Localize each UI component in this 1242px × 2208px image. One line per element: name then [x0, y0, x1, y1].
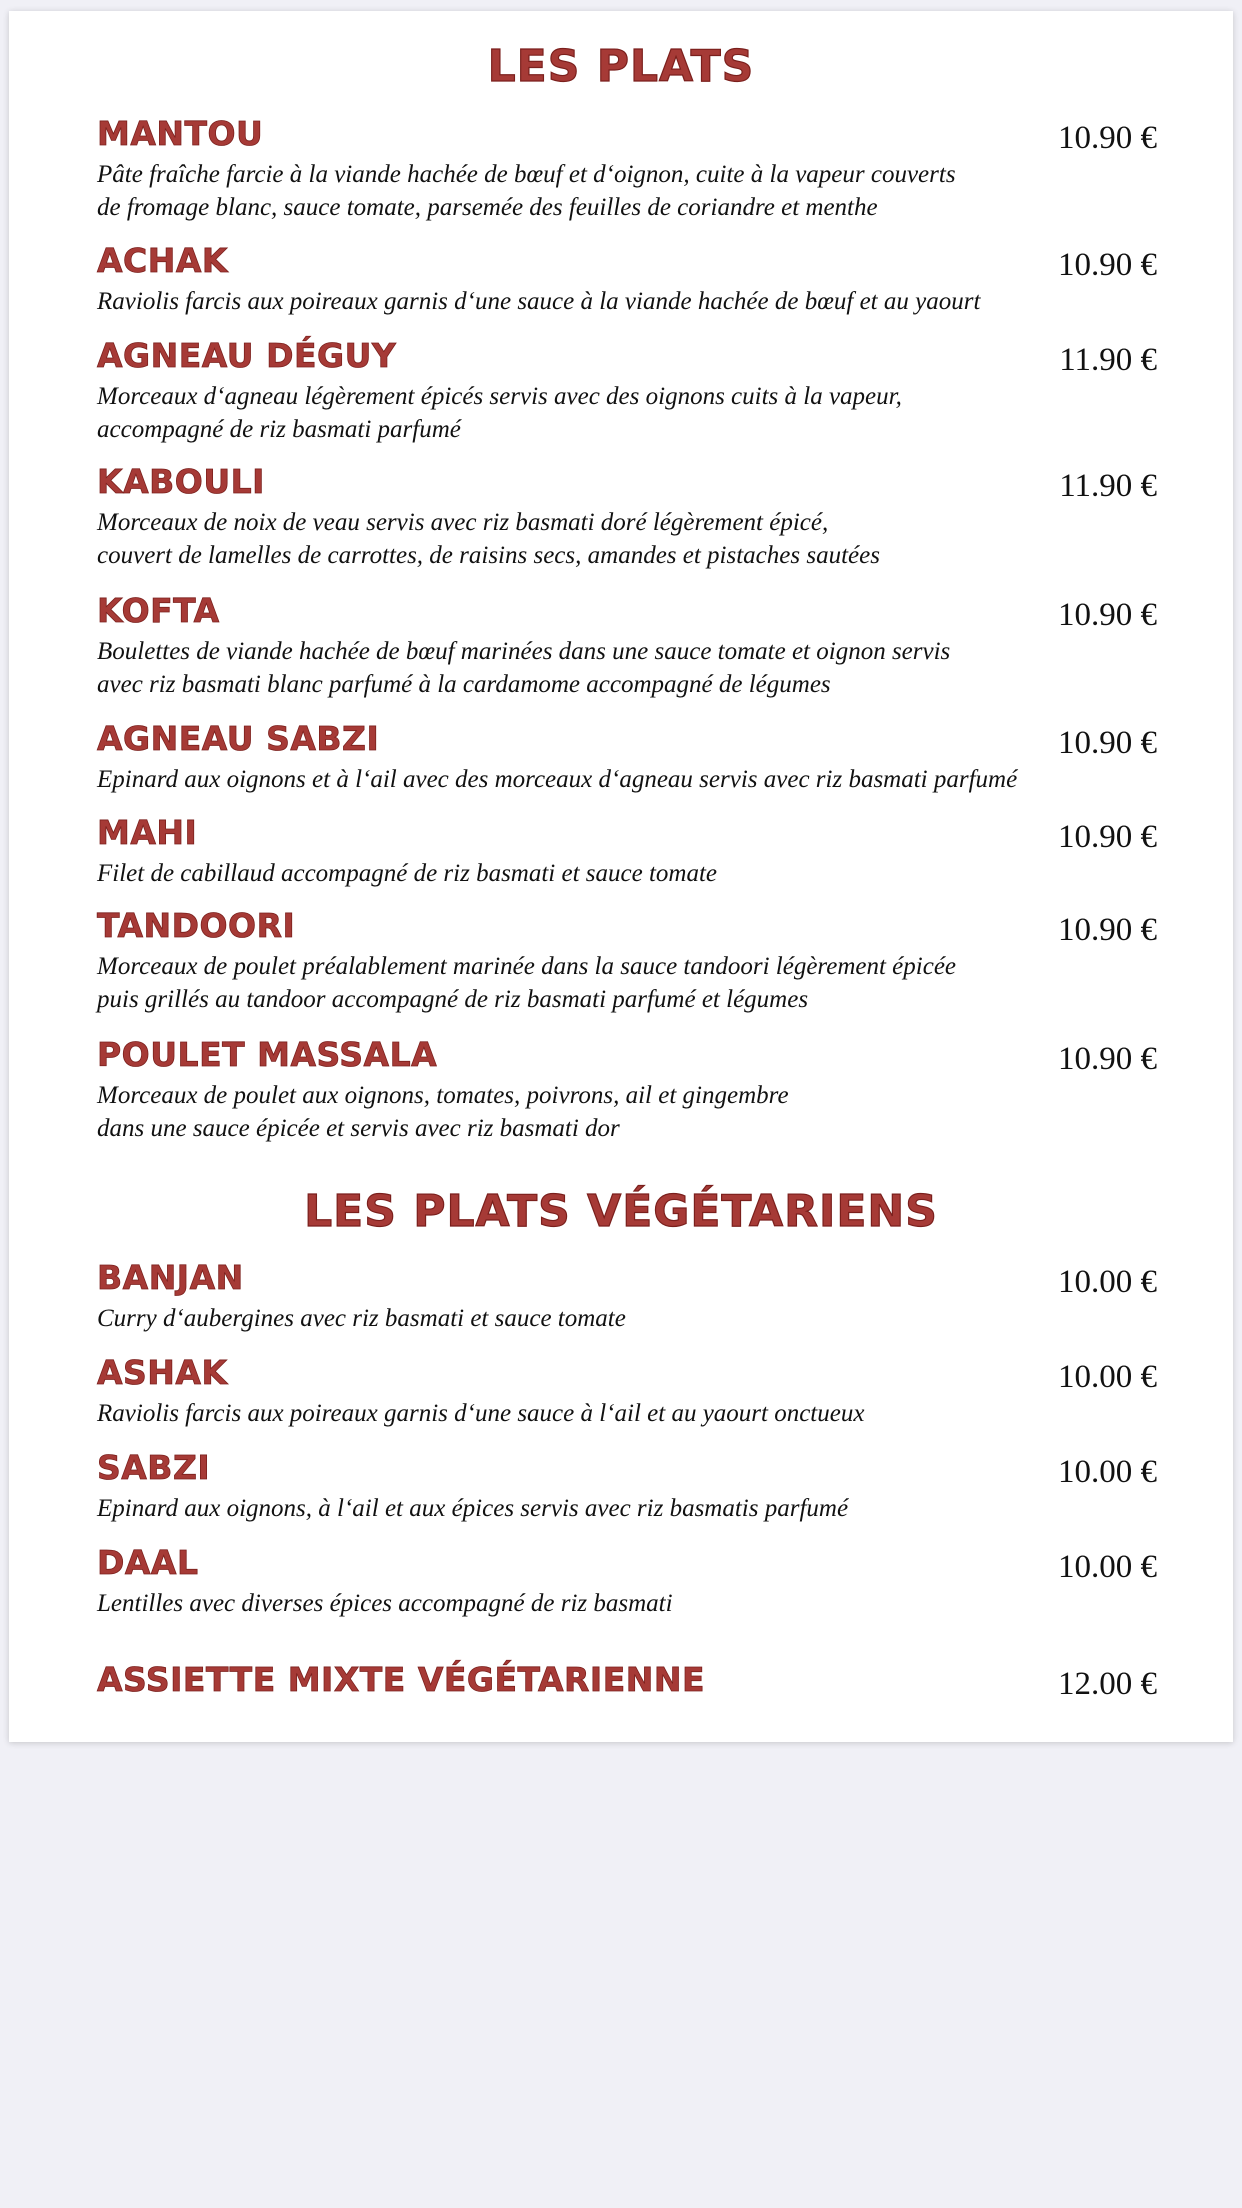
- dish-name: MANTOU: [97, 114, 264, 153]
- dish-description: Filet de cabillaud accompagné de riz basmati et sauce tomate: [97, 860, 718, 887]
- dish-name: AGNEAU DÉGUY: [97, 336, 397, 375]
- section-title-les-plats: LES PLATS: [487, 41, 755, 92]
- dish-description: Morceaux de poulet préalablement marinée dans la sauce tandoori légèrement épicée puis grillés au tandoor accompagné de riz basmati parfumé et légumes: [97, 953, 957, 1013]
- dish-name: BANJAN: [97, 1258, 244, 1297]
- dish-description: Raviolis farcis aux poireaux garnis d‘une sauce à l‘ail et au yaourt onctueux: [97, 1400, 865, 1427]
- dish-description: Curry d‘aubergines avec riz basmati et sauce tomate: [97, 1305, 626, 1332]
- dish-price: 10.90 €: [1058, 912, 1157, 948]
- dish-price: 10.90 €: [1058, 247, 1157, 283]
- menu-page: [9, 11, 1233, 1742]
- dish-description: Pâte fraîche farcie à la viande hachée de bœuf et d‘oignon, cuite à la vapeur couverts de fromage blanc, sauce tomate, parsemée des feuilles de coriandre et menthe: [97, 161, 956, 221]
- dish-price: 10.90 €: [1058, 1041, 1157, 1077]
- dish-price: 10.90 €: [1058, 120, 1157, 156]
- dish-description: Morceaux d‘agneau légèrement épicés servis avec des oignons cuits à la vapeur, accompagné de riz basmati parfumé: [97, 383, 902, 443]
- dish-description: Epinard aux oignons, à l‘ail et aux épices servis avec riz basmatis parfumé: [97, 1495, 849, 1522]
- dish-description: Boulettes de viande hachée de bœuf marinées dans une sauce tomate et oignon servis avec riz basmati blanc parfumé à la cardamome accompagné de légumes: [97, 638, 951, 698]
- dish-price: 11.90 €: [1059, 342, 1157, 378]
- dish-price: 11.90 €: [1059, 468, 1157, 504]
- dish-name: ACHAK: [97, 241, 228, 280]
- dish-name: ASHAK: [97, 1353, 228, 1392]
- dish-description: Morceaux de noix de veau servis avec riz basmati doré légèrement épicé, couvert de lamelles de carrottes, de raisins secs, amandes et pistaches sautées: [97, 509, 880, 569]
- section-title-plats-vegetariens: LES PLATS VÉGÉTARIENS: [304, 1186, 938, 1237]
- dish-name: MAHI: [97, 813, 198, 852]
- dish-name: ASSIETTE MIXTE VÉGÉTARIENNE: [97, 1660, 706, 1699]
- dish-name: KOFTA: [97, 591, 220, 630]
- dish-name: DAAL: [97, 1543, 199, 1582]
- dish-name: KABOULI: [97, 462, 265, 501]
- dish-description: Epinard aux oignons et à l‘ail avec des morceaux d‘agneau servis avec riz basmati parfumé: [97, 766, 1018, 793]
- dish-price: 10.00 €: [1058, 1264, 1157, 1300]
- dish-name: AGNEAU SABZI: [97, 719, 380, 758]
- dish-description: Morceaux de poulet aux oignons, tomates, poivrons, ail et gingembre dans une sauce épicée et servis avec riz basmati dor: [97, 1082, 789, 1142]
- dish-price: 10.90 €: [1058, 725, 1157, 761]
- dish-price: 10.00 €: [1058, 1359, 1157, 1395]
- dish-name: SABZI: [97, 1448, 211, 1487]
- dish-price: 10.00 €: [1058, 1454, 1157, 1490]
- dish-description: Raviolis farcis aux poireaux garnis d‘une sauce à la viande hachée de bœuf et au yaourt: [97, 288, 981, 315]
- dish-name: TANDOORI: [97, 906, 296, 945]
- dish-price: 12.00 €: [1058, 1666, 1157, 1702]
- dish-name: POULET MASSALA: [97, 1035, 438, 1074]
- dish-price: 10.00 €: [1058, 1549, 1157, 1585]
- dish-price: 10.90 €: [1058, 597, 1157, 633]
- dish-description: Lentilles avec diverses épices accompagné de riz basmati: [97, 1590, 673, 1617]
- dish-price: 10.90 €: [1058, 819, 1157, 855]
